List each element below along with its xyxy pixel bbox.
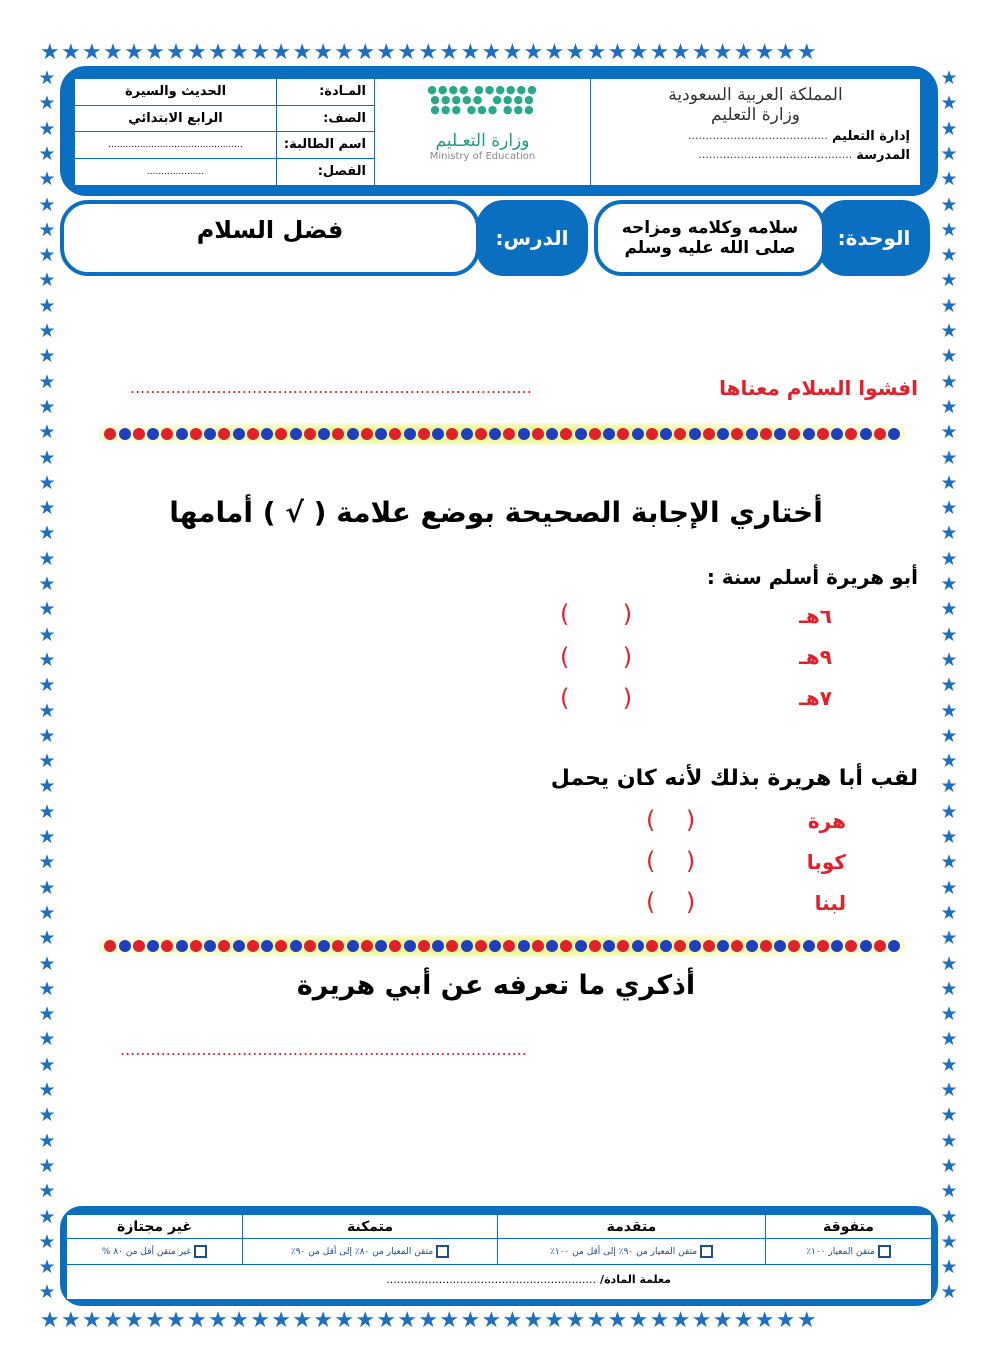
bead xyxy=(646,428,658,440)
star-icon: ★ xyxy=(940,1104,958,1127)
bead xyxy=(760,940,772,952)
bead xyxy=(860,428,872,440)
bead xyxy=(575,428,587,440)
star-icon: ★ xyxy=(38,851,56,874)
bead xyxy=(446,940,458,952)
education-admin-field[interactable]: ........................................ xyxy=(688,129,828,142)
bead xyxy=(746,940,758,952)
star-icon: ★ xyxy=(38,497,56,520)
bead xyxy=(617,940,629,952)
bead xyxy=(860,940,872,952)
q3-answer-field[interactable]: ................................................................................ xyxy=(120,1040,527,1059)
bead xyxy=(275,428,287,440)
bead xyxy=(831,428,843,440)
bead xyxy=(503,940,515,952)
header-table xyxy=(74,78,921,186)
bead xyxy=(446,428,458,440)
star-icon: ★ xyxy=(38,1205,56,1228)
bead xyxy=(147,940,159,952)
star-icon: ★ xyxy=(940,370,958,393)
teacher-row xyxy=(67,1265,931,1286)
star-icon: ★ xyxy=(940,826,958,848)
star-icon: ★ xyxy=(38,370,56,393)
star-icon: ★ xyxy=(940,218,958,241)
q1-answer-field[interactable]: ............................................................................... xyxy=(130,378,532,397)
bead xyxy=(375,428,387,440)
bead xyxy=(546,428,558,440)
star-icon: ★ xyxy=(38,244,56,267)
bead xyxy=(461,428,473,440)
bead xyxy=(632,428,644,440)
star-icon: ★ xyxy=(38,901,56,924)
star-icon: ★ xyxy=(38,168,56,191)
bead xyxy=(161,428,173,440)
star-icon: ★ xyxy=(38,446,56,469)
star-icon: ★ xyxy=(940,345,958,368)
bead xyxy=(133,428,145,440)
bead xyxy=(347,940,359,952)
bead xyxy=(233,428,245,440)
bead xyxy=(774,428,786,440)
star-icon: ★ xyxy=(940,320,958,342)
bead xyxy=(290,940,302,952)
star-icon: ★ xyxy=(38,800,56,823)
star-icon: ★ xyxy=(940,623,958,646)
bead xyxy=(304,940,316,952)
star-icon: ★ xyxy=(38,1129,56,1152)
bead xyxy=(133,940,145,952)
bead xyxy=(432,428,444,440)
bead xyxy=(432,940,444,952)
bead xyxy=(119,428,131,440)
star-icon: ★ xyxy=(38,269,56,292)
level-option[interactable] xyxy=(242,1239,497,1264)
bead xyxy=(731,428,743,440)
bead xyxy=(674,428,686,440)
star-icon: ★ xyxy=(940,1003,958,1026)
star-icon: ★ xyxy=(940,547,958,570)
bead xyxy=(290,428,302,440)
star-icon: ★ xyxy=(38,623,56,646)
star-icon: ★ xyxy=(38,1104,56,1127)
star-icon: ★ xyxy=(38,1053,56,1076)
star-icon: ★ xyxy=(940,193,958,216)
bead xyxy=(731,940,743,952)
bead xyxy=(660,940,672,952)
bead xyxy=(375,940,387,952)
star-icon: ★ xyxy=(940,750,958,773)
bead xyxy=(845,428,857,440)
bead xyxy=(389,940,401,952)
star-icon: ★ xyxy=(38,1230,56,1253)
level-desc: متقن المعيار من ٨٠٪ إلى أقل من ٩٠٪ xyxy=(290,1246,434,1257)
bead xyxy=(176,428,188,440)
star-icon: ★ xyxy=(38,142,56,165)
bead xyxy=(318,428,330,440)
star-icon: ★ xyxy=(38,1028,56,1051)
star-icon: ★ xyxy=(940,269,958,292)
answer-box[interactable]: ( ) xyxy=(560,684,633,712)
bead-divider xyxy=(98,935,906,957)
bead xyxy=(161,940,173,952)
class-label: الفصل: xyxy=(276,159,374,186)
star-icon: ★ xyxy=(38,522,56,545)
q2-stem-1: أبو هريرة أسلم سنة : xyxy=(706,565,918,589)
checkbox[interactable] xyxy=(436,1245,449,1258)
star-icon: ★ xyxy=(940,573,958,595)
bead xyxy=(389,428,401,440)
star-icon: ★ xyxy=(38,1003,56,1026)
bead xyxy=(575,940,587,952)
bead xyxy=(332,940,344,952)
star-icon: ★ xyxy=(940,1154,958,1177)
star-icon: ★ xyxy=(38,67,56,89)
bead xyxy=(119,940,131,952)
star-icon: ★ xyxy=(38,471,56,494)
bead xyxy=(518,428,530,440)
bead xyxy=(803,940,815,952)
bead xyxy=(104,428,116,440)
level-title: متمكنة xyxy=(242,1215,497,1238)
bead xyxy=(489,428,501,440)
star-icon: ★ xyxy=(38,826,56,848)
star-icon: ★ xyxy=(940,142,958,165)
bead xyxy=(104,940,116,952)
q2-title: أختاري الإجابة الصحيحة بوضع علامة ( √ ) أمامها xyxy=(169,496,823,529)
star-icon: ★ xyxy=(38,421,56,444)
star-icon: ★ xyxy=(940,522,958,545)
star-icon: ★ xyxy=(940,1205,958,1228)
bead xyxy=(703,428,715,440)
bead xyxy=(404,940,416,952)
star-icon: ★ xyxy=(940,724,958,747)
level-desc: غير متقن أقل من ٨٠ % xyxy=(101,1246,192,1257)
kingdom-calligraphy: المملكة العربية السعودية xyxy=(668,85,843,105)
bead xyxy=(247,428,259,440)
star-icon: ★ xyxy=(940,67,958,89)
star-icon: ★ xyxy=(940,1028,958,1051)
bead xyxy=(304,428,316,440)
star-icon: ★ xyxy=(940,294,958,317)
bead xyxy=(831,940,843,952)
answer-box[interactable]: ( ) xyxy=(646,806,696,834)
bead xyxy=(204,940,216,952)
bead xyxy=(817,940,829,952)
star-icon: ★ xyxy=(940,1281,958,1304)
unit-label: الوحدة: xyxy=(818,200,930,276)
star-icon: ★ xyxy=(940,1053,958,1076)
bead xyxy=(418,428,430,440)
bead xyxy=(261,940,273,952)
star-icon: ★ xyxy=(38,952,56,975)
star-icon: ★ xyxy=(38,750,56,773)
bead xyxy=(888,940,900,952)
bead xyxy=(746,428,758,440)
bead xyxy=(489,940,501,952)
star-icon: ★ xyxy=(38,699,56,722)
ministry-logo xyxy=(374,79,590,185)
bead xyxy=(788,940,800,952)
teacher-label: معلمة المادة/ xyxy=(600,1273,671,1286)
star-icon: ★ xyxy=(38,927,56,950)
bead xyxy=(603,428,615,440)
ministry-block xyxy=(590,79,920,185)
level-option[interactable] xyxy=(765,1239,931,1264)
lesson-label: الدرس: xyxy=(476,200,588,276)
star-icon: ★ xyxy=(38,117,56,140)
lesson-value: فضل السلام xyxy=(60,200,480,276)
bead xyxy=(717,940,729,952)
answer-box[interactable]: ( ) xyxy=(560,600,633,628)
option: كوبا xyxy=(806,850,846,874)
star-icon: ★ xyxy=(38,1180,56,1203)
level-desc: متقن المعيار ١٠٠٪ xyxy=(806,1246,875,1257)
star-icon: ★ xyxy=(940,1230,958,1253)
star-icon: ★ xyxy=(38,193,56,216)
bead xyxy=(361,940,373,952)
level-title: غير مجتازة xyxy=(117,1218,192,1235)
bead xyxy=(418,940,430,952)
bead xyxy=(190,940,202,952)
logo-dots-icon: ●●●● ●●●●●● ●●●●● ●●●● ●●● ●●● ●●● xyxy=(427,83,538,116)
checkbox[interactable] xyxy=(700,1245,713,1258)
bead xyxy=(347,428,359,440)
bead xyxy=(503,428,515,440)
star-icon: ★ xyxy=(940,421,958,444)
q2-stem-2: لقب أبا هريرة بذلك لأنه كان يحمل xyxy=(550,766,918,791)
bead xyxy=(788,428,800,440)
bead xyxy=(603,940,615,952)
star-icon: ★ xyxy=(38,598,56,621)
bead xyxy=(461,940,473,952)
bead xyxy=(817,428,829,440)
subject-value: الحديث والسيرة xyxy=(75,79,276,106)
star-icon: ★ xyxy=(940,1079,958,1101)
bead xyxy=(874,940,886,952)
option: ٩هـ xyxy=(799,645,832,669)
star-icon: ★ xyxy=(38,218,56,241)
bead-divider xyxy=(98,423,906,445)
star-icon: ★ xyxy=(940,168,958,191)
bead xyxy=(760,428,772,440)
bead xyxy=(147,428,159,440)
star-icon: ★ xyxy=(38,573,56,595)
bead xyxy=(660,428,672,440)
option: هرة xyxy=(807,809,846,833)
logo-text-ar: وزارة التعـليم xyxy=(435,131,530,151)
bead xyxy=(261,428,273,440)
option: ٦هـ xyxy=(799,604,832,628)
bead xyxy=(475,940,487,952)
bead xyxy=(589,940,601,952)
bead xyxy=(803,428,815,440)
bead xyxy=(475,428,487,440)
star-icon: ★ xyxy=(38,775,56,798)
level-option[interactable] xyxy=(497,1239,765,1264)
option: لبنا xyxy=(814,891,846,915)
level-title: متفوقة xyxy=(765,1215,931,1238)
ministry-calligraphy: وزارة التعليم xyxy=(711,105,800,125)
bead xyxy=(218,940,230,952)
bead xyxy=(204,428,216,440)
option: ٧هـ xyxy=(799,686,832,710)
star-icon: ★ xyxy=(38,294,56,317)
bead xyxy=(646,940,658,952)
star-icon: ★ xyxy=(940,395,958,418)
bead xyxy=(689,428,701,440)
student-name-label: اسم الطالبة: xyxy=(276,132,374,159)
star-icon: ★ xyxy=(940,497,958,520)
bead xyxy=(888,428,900,440)
checkbox[interactable] xyxy=(878,1245,891,1258)
star-icon: ★ xyxy=(38,1281,56,1304)
answer-box[interactable]: ( ) xyxy=(560,643,633,671)
level-desc: متقن المعيار من ٩٠٪ إلى أقل من ١٠٠٪ xyxy=(549,1246,698,1257)
star-icon: ★ xyxy=(940,446,958,469)
bead xyxy=(247,940,259,952)
star-icon: ★ xyxy=(38,876,56,899)
bead xyxy=(361,428,373,440)
star-icon: ★ xyxy=(940,598,958,621)
bead xyxy=(404,428,416,440)
school-field[interactable]: ............................................ xyxy=(698,148,853,161)
unit-value-line1: سلامه وكلامه ومزاحه xyxy=(621,218,799,238)
star-icon: ★ xyxy=(940,92,958,115)
answer-box[interactable]: ( ) xyxy=(646,847,696,875)
star-icon: ★ xyxy=(38,395,56,418)
star-icon: ★ xyxy=(940,471,958,494)
q3-title: أذكري ما تعرفه عن أبي هريرة xyxy=(296,970,696,1001)
bead xyxy=(560,940,572,952)
bead xyxy=(532,428,544,440)
bead xyxy=(717,428,729,440)
student-name-field[interactable]: ............................................... xyxy=(75,132,276,159)
bead xyxy=(674,940,686,952)
info-grid xyxy=(75,79,374,185)
school-label: المدرسة xyxy=(856,148,910,163)
star-icon: ★ xyxy=(38,648,56,671)
bead xyxy=(845,940,857,952)
bead xyxy=(689,940,701,952)
star-icon: ★ xyxy=(940,1180,958,1203)
checkbox[interactable] xyxy=(194,1245,207,1258)
star-icon: ★ xyxy=(940,851,958,874)
bead xyxy=(332,428,344,440)
grade-label: الصف: xyxy=(276,106,374,133)
class-field[interactable]: .................... xyxy=(146,166,205,177)
bead xyxy=(703,940,715,952)
star-border-top: ★★★★★★★★★★★★★★★★★★★★★★★★★★★★★★★★★★★★★ xyxy=(40,40,818,65)
star-icon: ★ xyxy=(38,977,56,1000)
subject-label: المـادة: xyxy=(276,79,374,106)
star-icon: ★ xyxy=(940,699,958,722)
star-border-bottom: ★★★★★★★★★★★★★★★★★★★★★★★★★★★★★★★★★★★★★ xyxy=(40,1308,818,1333)
bead xyxy=(275,940,287,952)
grade-value: الرابع الابتدائي xyxy=(75,106,276,133)
level-title: متقدمة xyxy=(497,1215,765,1238)
bead xyxy=(546,940,558,952)
star-icon: ★ xyxy=(940,876,958,899)
star-icon: ★ xyxy=(940,117,958,140)
bead xyxy=(318,940,330,952)
bead xyxy=(774,940,786,952)
star-icon: ★ xyxy=(38,1256,56,1279)
education-admin-label: إدارة التعليم xyxy=(831,129,910,144)
logo-text-en: Ministry of Education xyxy=(429,151,536,162)
bead xyxy=(532,940,544,952)
bead xyxy=(218,428,230,440)
star-icon: ★ xyxy=(940,952,958,975)
star-icon: ★ xyxy=(38,547,56,570)
level-option[interactable] xyxy=(67,1239,242,1264)
answer-box[interactable]: ( ) xyxy=(646,888,696,916)
bead xyxy=(560,428,572,440)
star-icon: ★ xyxy=(38,674,56,697)
star-icon: ★ xyxy=(940,674,958,697)
bead xyxy=(874,428,886,440)
star-icon: ★ xyxy=(940,977,958,1000)
star-icon: ★ xyxy=(940,648,958,671)
star-icon: ★ xyxy=(940,901,958,924)
star-icon: ★ xyxy=(38,724,56,747)
star-icon: ★ xyxy=(940,800,958,823)
star-icon: ★ xyxy=(940,1129,958,1152)
star-icon: ★ xyxy=(940,244,958,267)
q1-text: افشوا السلام معناها xyxy=(719,376,918,400)
star-icon: ★ xyxy=(38,1154,56,1177)
bead xyxy=(589,428,601,440)
star-icon: ★ xyxy=(38,320,56,342)
bead xyxy=(632,940,644,952)
rubric-table xyxy=(66,1214,932,1300)
bead xyxy=(617,428,629,440)
star-icon: ★ xyxy=(940,1256,958,1279)
bead xyxy=(518,940,530,952)
bead xyxy=(233,940,245,952)
unit-value xyxy=(594,200,826,276)
bead xyxy=(176,940,188,952)
bead xyxy=(190,428,202,440)
star-icon: ★ xyxy=(940,775,958,798)
unit-value-line2: صلى الله عليه وسلم xyxy=(624,238,796,258)
teacher-field[interactable]: ............................................................ xyxy=(386,1273,597,1286)
star-icon: ★ xyxy=(940,927,958,950)
star-icon: ★ xyxy=(38,92,56,115)
star-icon: ★ xyxy=(38,1079,56,1101)
star-icon: ★ xyxy=(38,345,56,368)
